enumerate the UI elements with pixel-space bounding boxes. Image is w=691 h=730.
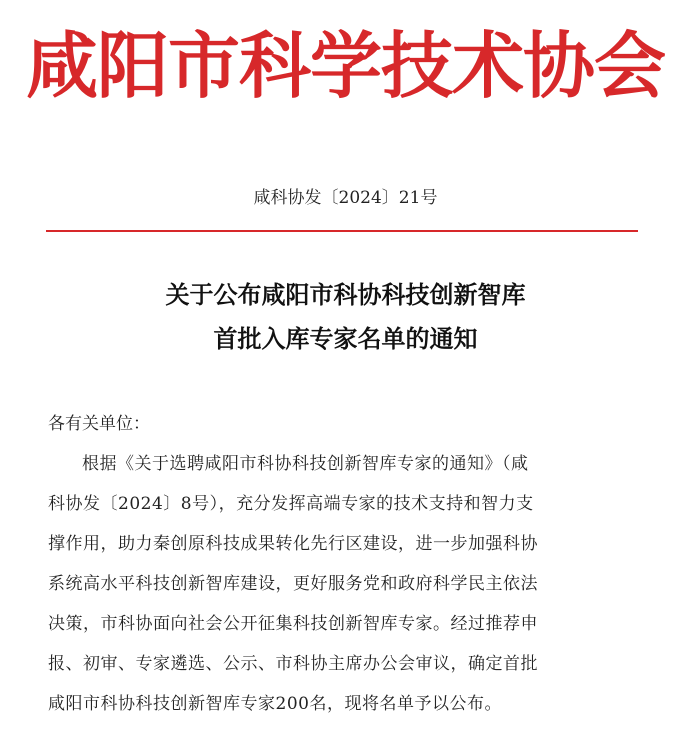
body-text-line: 咸阳市科协科技创新智库专家200名，现将名单予以公布。 xyxy=(48,694,502,714)
body-text-line: 报、初审、专家遴选、公示、市科协主席办公会审议，确定首批 xyxy=(48,654,538,674)
document-title-line-1: 关于公布咸阳市科协科技创新智库 xyxy=(165,281,526,309)
body-text-line: 决策，市科协面向社会公开征集科技创新智库专家。经过推荐申 xyxy=(48,614,538,634)
body-text-line: 科协发〔2024〕8号），充分发挥高端专家的技术支持和智力支 xyxy=(48,494,534,514)
issuing-organization-header: 咸阳市科学技术协会 xyxy=(25,23,665,108)
body-text-line: 撑作用，助力秦创原科技成果转化先行区建设，进一步加强科协 xyxy=(48,534,538,554)
body-text-line: 根据《关于选聘咸阳市科协科技创新智库专家的通知》（咸 xyxy=(82,454,529,474)
document-title-line-2: 首批入库专家名单的通知 xyxy=(213,325,478,353)
salutation: 各有关单位： xyxy=(48,414,150,434)
body-text-line: 系统高水平科技创新智库建设，更好服务党和政府科学民主依法 xyxy=(48,574,538,594)
red-divider-line xyxy=(46,230,638,232)
document-number: 咸科协发〔2024〕21号 xyxy=(253,188,438,208)
